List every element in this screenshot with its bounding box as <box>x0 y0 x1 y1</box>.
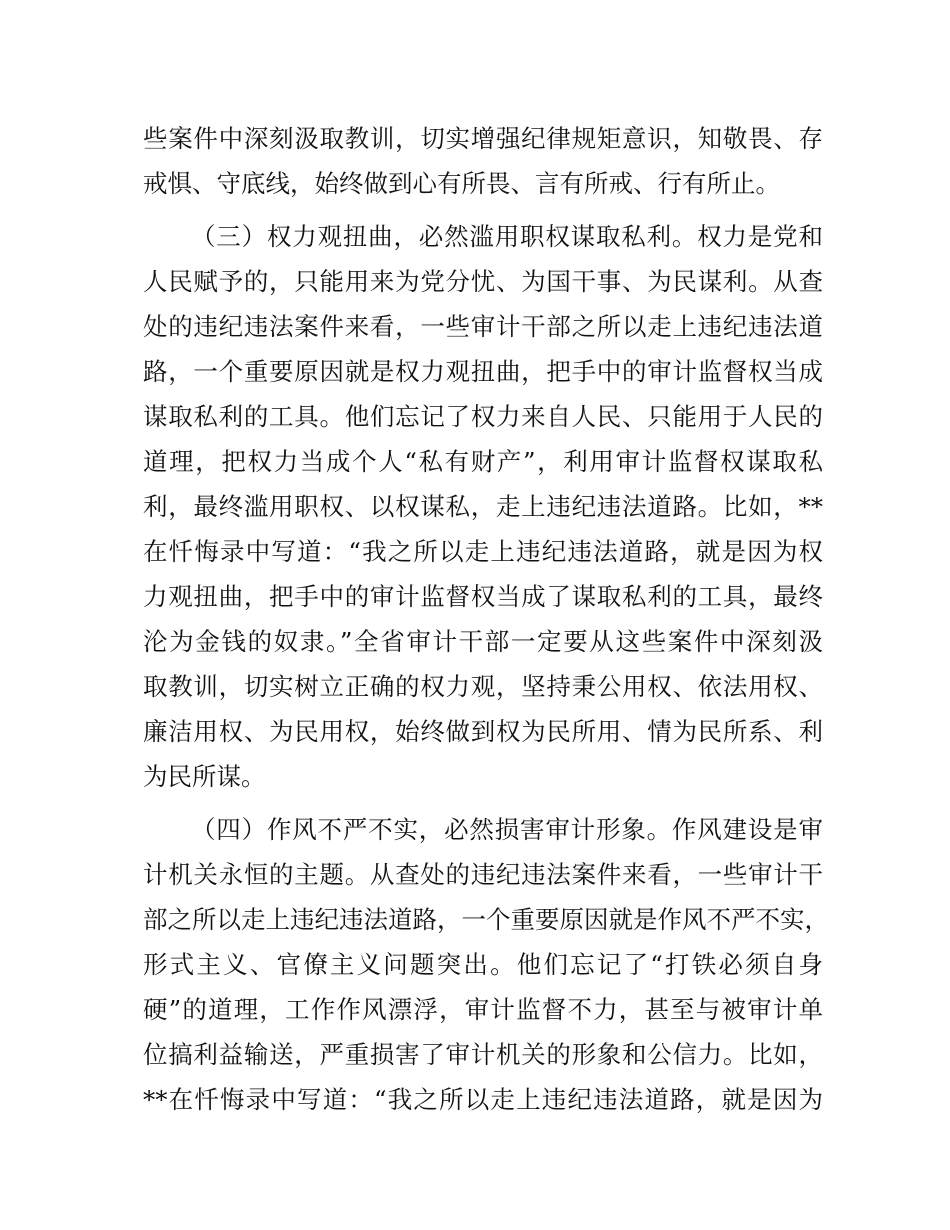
text-line: 戒惧、守底线，始终做到心有所畏、言有所戒、行有所止。 <box>143 169 780 198</box>
text-line: 路，一个重要原因就是权力观扭曲，把手中的审计监督权当成 <box>143 357 823 386</box>
text-line: 处的违纪违法案件来看，一些审计干部之所以走上违纪违法道 <box>143 312 823 341</box>
text-line: **在忏悔录中写道：“我之所以走上违纪违法道路，就是因为 <box>143 1085 823 1114</box>
text-line: 形式主义、官僚主义问题突出。他们忘记了“打铁必须自身 <box>143 950 823 979</box>
text-line: 力观扭曲，把手中的审计监督权当成了谋取私利的工具，最终 <box>143 582 823 611</box>
text-line: 部之所以走上违纪违法道路，一个重要原因就是作风不严不实， <box>143 905 829 934</box>
text-line: （四）作风不严不实，必然损害审计形象。作风建设是审 <box>191 815 823 844</box>
paragraph-section-4 <box>143 807 829 1122</box>
text-line: 计机关永恒的主题。从查处的违纪违法案件来看，一些审计干 <box>143 860 823 889</box>
text-line: 在忏悔录中写道：“我之所以走上违纪违法道路，就是因为权 <box>143 537 823 566</box>
text-line: （三）权力观扭曲，必然滥用职权谋取私利。权力是党和 <box>191 222 823 251</box>
text-line: 道理，把权力当成个人“私有财产”，利用审计监督权谋取私 <box>143 447 823 476</box>
paragraph-section-3 <box>143 214 823 799</box>
document-body <box>143 116 829 1122</box>
text-line: 位搞利益输送，严重损害了审计机关的形象和公信力。比如， <box>143 1040 823 1069</box>
text-line: 廉洁用权、为民用权，始终做到权为民所用、情为民所系、利 <box>143 717 823 746</box>
text-line: 沦为金钱的奴隶。”全省审计干部一定要从这些案件中深刻汲 <box>143 627 823 656</box>
text-line: 谋取私利的工具。他们忘记了权力来自人民、只能用于人民的 <box>143 402 823 431</box>
text-line: 取教训，切实树立正确的权力观，坚持秉公用权、依法用权、 <box>143 672 823 701</box>
text-line: 硬”的道理，工作作风漂浮，审计监督不力，甚至与被审计单 <box>143 995 823 1024</box>
text-line: 些案件中深刻汲取教训，切实增强纪律规矩意识，知敬畏、存 <box>143 124 823 153</box>
text-line: 为民所谋。 <box>143 762 266 791</box>
paragraph-continuation <box>143 116 823 206</box>
text-line: 人民赋予的，只能用来为党分忧、为国干事、为民谋利。从查 <box>143 267 823 296</box>
text-line: 利，最终滥用职权、以权谋私，走上违纪违法道路。比如，** <box>143 492 823 521</box>
